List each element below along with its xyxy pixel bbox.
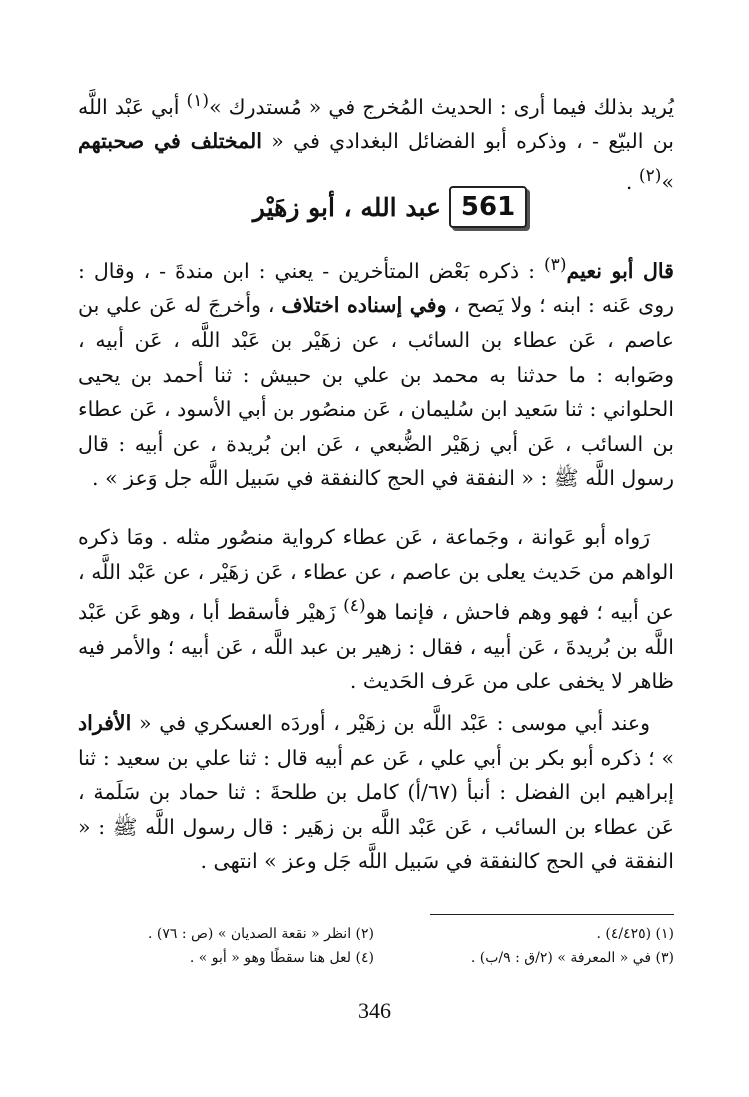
footnote-3: (٣) في « المعرفة » (٢/ق : ٩/ب) .: [470, 950, 674, 966]
footnote-ref-2[interactable]: (٢): [638, 166, 662, 187]
book-title: المختلف في صحبتهم: [78, 129, 262, 154]
intro-text-4: .: [625, 169, 639, 194]
entry-title: عبد الله ، أبو زهَيْر: [252, 192, 441, 222]
page-number: 346: [358, 998, 391, 1023]
para3-text-a: وعند أبي موسى : عَبْد اللَّه بن زهَيْر ، أوردَه العسكري في «: [131, 711, 650, 735]
para3-bold-book: الأفراد: [78, 711, 132, 735]
entry-number: 561: [449, 186, 527, 228]
second-paragraph: [78, 520, 674, 699]
main-bold-phrase: وفي إسناده اختلاف: [281, 293, 447, 318]
main-text-b: ، وأخرجَ له عَن علي بن عاصم ، عَن عطاء بن السائب ، عن زهَيْر بن عَبْد اللَّه ، عَن أبيه ، وصَوابه : ما حدثنا به محمد بن علي بن حبيش : ثنا أحمد بن يحيى الحلواني : ثنا سَعيد ابن سُليمان ، عَن منصُور بن أبي الأسود ، عَن عطاء بن السائب ، عَن أبي زهَيْر الضُّبعي ، عَن ابن بُريدة ، عن أبيه : قال رسول اللَّه ﷺ : « النفقة في الحج كالنفقة في سَبيل اللَّه جل وَعز » .: [78, 293, 674, 491]
main-paragraph: [78, 248, 674, 496]
para3-text-b: » ؛ ذكره أبو بكر بن أبي علي ، عَن عم أبيه قال : ثنا علي بن سعيد : ثنا إبراهيم ابن الفضل : أنبأ (٦٧/أ) كامل بن طلحةَ : ثنا حماد بن سَلَمة ، عَن عطاء بن السائب ، عَن عَبْد اللَّه بن زهَير : قال رسول اللَّه ﷺ : « النفقة في الحج كالنفقة في سَبيل اللَّه جَل وعز » انتهى .: [78, 745, 674, 874]
footnote-1: (١) (٤/٤٢٥) .: [596, 926, 674, 942]
main-text-a: : ذكره بَعْض المتأخرين - يعني : ابن مندةَ - ، وقال : روى عَنه : ابنه ؛ ولا يَصح ،: [78, 258, 674, 318]
main-lead: قال أبو نعيم: [566, 258, 674, 283]
footnote-ref-1[interactable]: (١): [186, 91, 210, 111]
footnote-2: (٢) انظر « نقعة الصديان » (ص : ٧٦) .: [147, 926, 374, 942]
intro-text-1: يُريد بذلك فيما أرى : الحديث المُخرج في « مُستدرك »: [209, 94, 675, 119]
footnote-divider: [430, 914, 674, 915]
footnote-ref-4[interactable]: (٤): [343, 596, 366, 617]
footnote-ref-3[interactable]: (٣): [543, 255, 567, 275]
intro-text-2: أبي عَبْد اللَّه بن البيّع - ، وذكره أبو الفضائل البغدادي في «: [78, 94, 674, 154]
para2-text-a: رَواه أبو عَوانة ، وجَماعة ، عَن عطاء كرواية منصُور مثله . ومَا ذكره الواهم من حَديث يعلى بن عاصم ، عن عطاء ، عَن زهَيْر ، عن عَبْد اللَّه ، عن أبيه ؛ فهو وهم فاحش ، فإنما هو: [78, 525, 675, 625]
intro-text-3: »: [661, 169, 674, 194]
para2-text-b: زَهيْر فأسقط أبا ، وهو عَن عَبْد اللَّه بن بُريدةَ ، عَن أبيه ، فقال : زهير بن عبد اللَّه ، عَن أبيه ؛ والأمر فيه ظاهر لا يخفى على من عَرف الحَديث .: [78, 600, 674, 694]
footnotes: [78, 922, 674, 970]
entry-heading: [220, 182, 560, 232]
third-paragraph: [78, 706, 674, 879]
footnote-4: (٤) لعل هنا سقطًا وهو « أبو » .: [189, 950, 374, 966]
